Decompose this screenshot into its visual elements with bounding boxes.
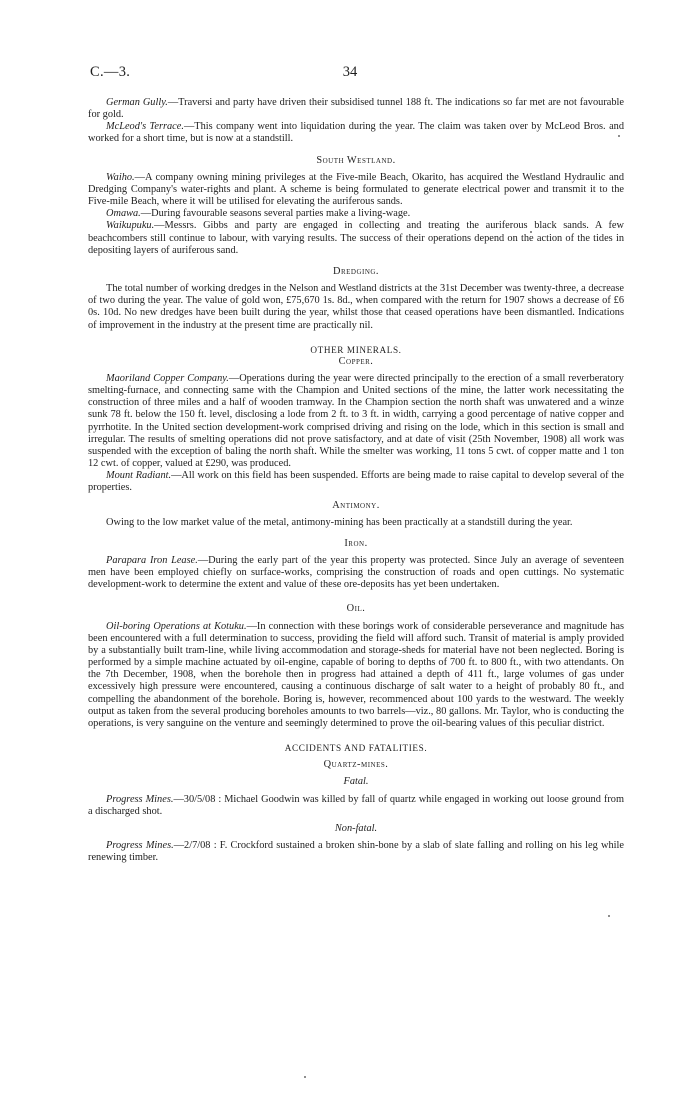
paragraph-lead: Oil-boring Operations at Kotuku. xyxy=(106,620,247,632)
paragraph-mcleods-terrace xyxy=(88,121,624,145)
page-number: 34 xyxy=(342,64,358,80)
page-body xyxy=(88,97,624,864)
paragraph-parapara-iron xyxy=(88,555,624,591)
print-speck xyxy=(618,135,620,137)
paragraph-lead: Waiho. xyxy=(106,171,135,183)
section-heading-south-westland: South Westland. xyxy=(316,154,396,166)
paragraph-mount-radiant xyxy=(88,470,624,494)
subsection-heading-quartz-mines: Quartz-mines. xyxy=(323,759,389,771)
paragraph-antimony: Owing to the low market value of the metal, antimony-mining has been practically at a standstill during the year. xyxy=(106,516,573,528)
paragraph-lead: Mount Radiant. xyxy=(106,470,172,482)
document-reference: C.—3. xyxy=(90,64,131,80)
section-heading-other-minerals: OTHER MINERALS. xyxy=(310,344,402,355)
subsection-heading-iron: Iron. xyxy=(344,537,368,549)
paragraph-text: —2/7/08 : F. Crockford sustained a broken shin-bone by a slab of slate falling and rolling on his leg while renewing timber. xyxy=(88,839,624,864)
paragraph-text: —Operations during the year were directed principally to the erection of a small reverberatory smelting-furnace, and connecting same with the Champion and United sections of the mine, the latter work necessitating the construction of three miles and a half of wooden tramway. In the Champion section the north shaft was unwatered and a winze sunk 78 ft. below the 150 ft. level, disclosing a lode from 2 ft. to 3 ft. in width, carrying a good percentage of native copper and pyrrhotite. In the United section development-work comprised driving and rising on the lode, which in this section is small and irregular. The results of smelting operations did not prove satisfactory, and at date of visit (25th November, 1908) all work was suspended with the exception of baling the north shaft. While the smelter was working, 11 tons 5 cwt. of copper matte and 1 ton 12 cwt. of copper, valued at £290, was produced. xyxy=(88,372,624,470)
paragraph-lead: Maoriland Copper Company. xyxy=(106,372,229,384)
paragraph-maoriland-copper xyxy=(88,373,624,470)
paragraph-text: —Traversi and party have driven their subsidised tunnel 188 ft. The indications so far met are not favourable for gold. xyxy=(88,97,624,121)
subsection-heading-fatal: Fatal. xyxy=(343,776,369,788)
paragraph-lead: Omawa. xyxy=(106,208,141,220)
paragraph-dredging: The total number of working dredges in the Nelson and Westland districts at the 31st December was twenty-three, a decrease of two during the year. The value of gold won, £75,670 1s. 8d., when compared with the return for 1907 shows a decrease of £6 0s. 10d. No new dredges have been built during the year, whilst those that ceased operations have been dismantled. Indications of improvement in the industry at the present time are practically nil. xyxy=(88,283,624,331)
paragraph-lead: McLeod's Terrace. xyxy=(106,121,184,133)
paragraph-text: —Messrs. Gibbs and party are engaged in collecting and treating the auriferous black sands. A few beachcombers still continue to labour, with varying results. The success of their operations depend on the action of the tides in depositing layers of auriferous sand. xyxy=(88,220,624,256)
subsection-heading-oil: Oil. xyxy=(346,603,366,615)
paragraph-kotuku-oil xyxy=(88,621,624,730)
subsection-heading-antimony: Antimony. xyxy=(332,499,380,511)
paragraph-omawa xyxy=(88,208,624,220)
paragraph-non-fatal-accident xyxy=(88,840,624,864)
paragraph-lead: German Gully. xyxy=(106,97,168,108)
subsection-heading-non-fatal: Non-fatal. xyxy=(334,822,378,834)
paragraph-text: —This company went into liquidation during the year. The claim was taken over by McLeod Bros. and worked for a short time, but is now at a standstill. xyxy=(88,121,624,145)
paragraph-fatal-accident xyxy=(88,794,624,818)
page-header xyxy=(90,64,610,84)
paragraph-text: —30/5/08 : Michael Goodwin was killed by fall of quartz while engaged in working out loose ground from a discharged shot. xyxy=(88,793,624,817)
paragraph-lead: Progress Mines. xyxy=(106,839,174,851)
paragraph-waikupuku xyxy=(88,220,624,256)
paragraph-lead: Waikupuku. xyxy=(106,220,155,232)
paragraph-lead: Progress Mines. xyxy=(106,793,174,805)
paragraph-text: —All work on this field has been suspended. Efforts are being made to raise capital to develop several of the properties. xyxy=(88,470,624,494)
subsection-heading-copper: Copper. xyxy=(338,355,374,367)
paragraph-waiho xyxy=(88,172,624,208)
print-speck xyxy=(304,1076,306,1078)
section-heading-accidents: ACCIDENTS AND FATALITIES. xyxy=(284,743,428,754)
print-speck xyxy=(530,231,532,233)
paragraph-text: —During the early part of the year this property was protected. Since July an average of seventeen men have been employed chiefly on surface-works, comprising the construction of roads and open cuttings. No systematic development-work to determine the extent and value of these ore-deposits has yet been undertaken. xyxy=(88,555,624,591)
paragraph-german-gully xyxy=(88,97,624,121)
paragraph-text: —In connection with these borings work of considerable perseverance and magnitude has been encountered with a full determination to success, providing the field will afford such. Transit of material is amply provided by a substantially built tram-line, while living accommodation and storage-sheds for material have not been neglected. Boring is performed by a simple machine actuated by oil-engine, capable of boring to depths of 700 ft. to 800 ft., with two attendants. On the 7th December, 1908, when the borehole then in progress had attained a depth of 411 ft., large volumes of gas under excessively high pressure were encountered, causing a continuous discharge of salt water to a height of probably 80 ft., and compelling the abandonment of the borehole. Boring is, however, recommenced about 100 yards to the westward. The weekly output as taken from the several producing boreholes amounts to two barrels—viz., 80 gallons. Mr. Taylor, who is conducting the operations, is very sanguine on the venture and seemingly determined to prove the oil-bearing values of this peculiar district. xyxy=(88,620,624,729)
paragraph-text: —A company owning mining privileges at the Five-mile Beach, Okarito, has acquired the Westland Hydraulic and Dredging Company's water-rights and plant. A scheme is being formulated to generate electrical power and transmit it to the Five-mile Beach, where it will be utilised for elevating the auriferous sands. xyxy=(88,171,624,208)
section-heading-dredging: Dredging. xyxy=(332,265,380,277)
print-speck xyxy=(608,915,610,917)
paragraph-lead: Parapara Iron Lease. xyxy=(106,555,198,566)
paragraph-text: —During favourable seasons several parties make a living-wage. xyxy=(140,208,411,220)
